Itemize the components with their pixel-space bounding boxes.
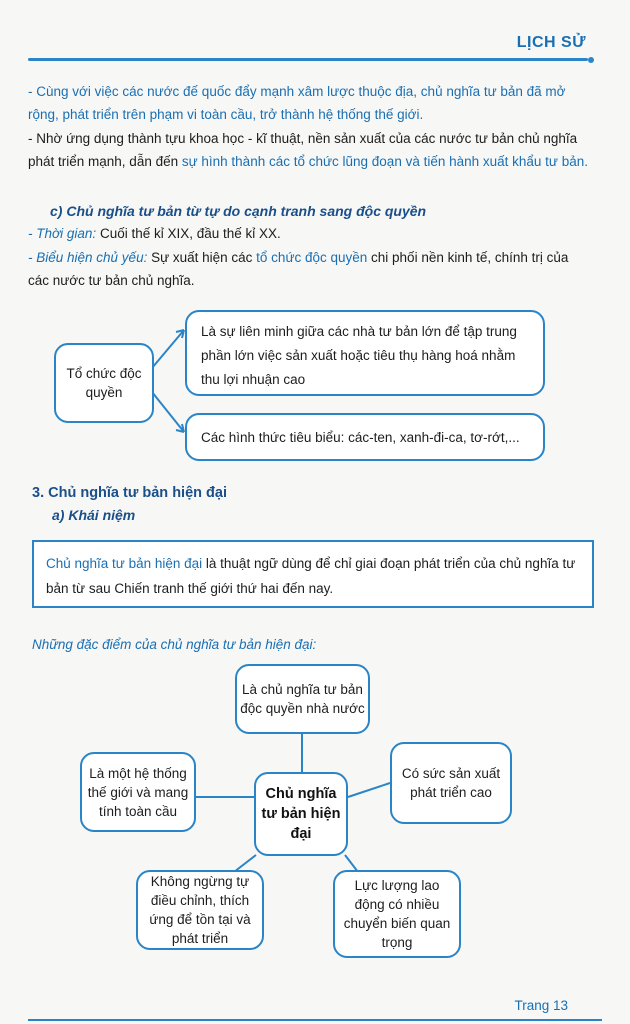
sign-highlight: tổ chức độc quyền	[256, 250, 368, 265]
concept-term: Chủ nghĩa tư bản hiện đại	[46, 556, 203, 571]
feature-bottom-right-node	[333, 870, 461, 958]
concept-definition-box	[32, 540, 594, 608]
features-center-text: Chủ nghĩa tư bản hiện đại	[261, 786, 341, 842]
feature-right-text: Có sức sản xuất phát triển cao	[401, 766, 501, 800]
feature-top-text: Là chủ nghĩa tư bản độc quyền nhà nước	[240, 682, 365, 716]
subject-title: LỊCH SỬ	[516, 34, 586, 51]
page-number: Trang 13	[514, 998, 568, 1013]
feature-bottom-left-node	[136, 870, 264, 950]
intro-p1-text: - Cùng với việc các nước đế quốc đẩy mạnh xâm lược thuộc địa, chủ nghĩa tư bản đã mở rộng, phát triển trên phạm vi toàn cầu, trở thành hệ thống thế giới.	[28, 84, 566, 122]
feature-left-node	[80, 752, 196, 832]
connector-right	[348, 783, 390, 797]
features-intro: Những đặc điểm của chủ nghĩa tư bản hiện đại:	[32, 637, 317, 652]
sign-text-2: chi phối nền kinh tế, chính trị của các nước tư bản chủ nghĩa.	[28, 250, 569, 288]
intro-p2-highlight: sự hình thành các tổ chức lũng đoạn và tiến hành xuất khẩu tư bản.	[181, 154, 588, 169]
sign-label: - Biểu hiện chủ yếu:	[28, 250, 148, 265]
time-label: - Thời gian:	[28, 226, 97, 241]
section-c-heading: c) Chủ nghĩa tư bản từ tự do cạnh tranh sang độc quyền	[50, 203, 427, 219]
sign-text-1: Sự xuất hiện các	[147, 250, 257, 265]
monopoly-source-label: Tổ chức độc quyền	[66, 366, 142, 400]
section-3a-heading: a) Khái niệm	[52, 507, 136, 523]
intro-p2-text: - Nhờ ứng dụng thành tựu khoa học - kĩ thuật, nền sản xuất của các nước tư bản chủ nghĩa phát triển mạnh, dẫn đến	[28, 131, 578, 169]
footer-divider	[28, 1019, 602, 1021]
feature-left-text: Là một hệ thống thế giới và mang tính toàn cầu	[87, 765, 189, 819]
monopoly-definition-text: Là sự liên minh giữa các nhà tư bản lớn để tập trung phần lớn việc sản xuất hoặc tiêu thụ hàng hoá nhằm thu lợi nhuận cao	[201, 324, 517, 387]
monopoly-definition-node	[185, 310, 545, 396]
arrow-to-forms	[152, 392, 184, 432]
monopoly-forms-node	[185, 413, 545, 461]
arrow-to-definition	[152, 330, 184, 368]
monopoly-source-node	[54, 343, 154, 423]
feature-right-node	[390, 742, 512, 824]
monopoly-forms-text: Các hình thức tiêu biểu: các-ten, xanh-đi-ca, tơ-rớt,...	[201, 429, 520, 445]
feature-bottom-left-text: Không ngừng tự điều chỉnh, thích ứng để tồn tại và phát triển	[149, 874, 251, 946]
feature-top-node	[235, 664, 370, 734]
time-value: Cuối thế kỉ XIX, đầu thế kỉ XX.	[96, 226, 281, 241]
concept-definition: là thuật ngữ dùng để chỉ giai đoạn phát triển của chủ nghĩa tư bản từ sau Chiến tranh thế giới thứ hai đến nay.	[46, 556, 576, 596]
section-3-heading: 3. Chủ nghĩa tư bản hiện đại	[32, 485, 227, 501]
feature-bottom-right-text: Lực lượng lao động có nhiều chuyển biến quan trọng	[343, 878, 451, 950]
features-center-node	[254, 772, 348, 856]
